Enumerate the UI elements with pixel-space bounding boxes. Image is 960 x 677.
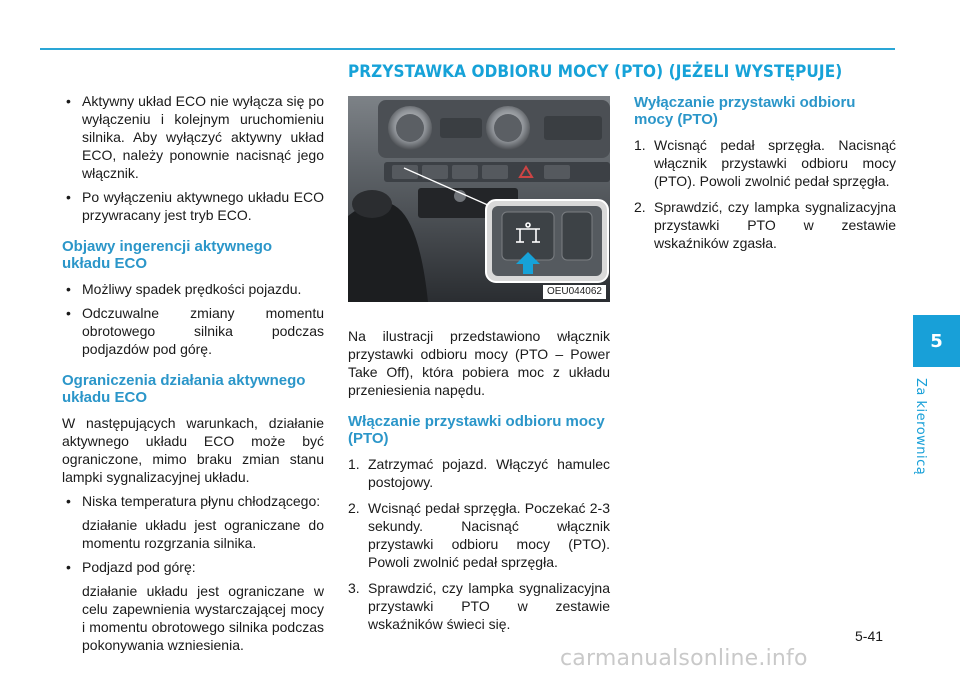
pto-disable-steps (634, 136, 896, 252)
list-item: • Odczuwalne zmiany momentu obrotowego silnika podczas podjazdów pod górę. (62, 304, 324, 358)
pto-switch-photo (348, 96, 610, 302)
heading-eco-limits: Ograniczenia działania aktywnego układu ECO (62, 372, 306, 406)
heading-pto-disable: Wyłączanie przystawki odbioru mocy (PTO) (634, 94, 856, 128)
list-item: • Możliwy spadek prędkości pojazdu. (62, 280, 324, 298)
figure-code: OEU044062 (543, 285, 606, 299)
list-item: • Niska temperatura płynu chłodzącego: (62, 492, 324, 510)
eco-bullets (62, 92, 324, 224)
list-item: 3. Sprawdzić, czy lampka sygnalizacyjna przystawki PTO w zestawie wskaźników świeci się. (348, 580, 610, 632)
list-item: 1. Zatrzymać pojazd. Włączyć hamulec postojowy. (348, 456, 610, 490)
section-title: PRZYSTAWKA ODBIORU MOCY (PTO) (JEŻELI WYSTĘPUJE) (348, 62, 843, 82)
top-rule (40, 48, 895, 50)
heading-pto-enable: Włączanie przystawki odbioru mocy (PTO) (348, 413, 605, 447)
limits-bullets-2 (62, 558, 324, 576)
dashboard-illustration (348, 96, 610, 302)
pto-intro-paragraph: Na ilustracji przedstawiono włącznik przystawki odbioru mocy (PTO – Power Take Off), która pobiera moc z układu przeniesienia napędu. (348, 328, 610, 398)
list-item: • Po wyłączeniu aktywnego układu ECO przywracany jest tryb ECO. (62, 188, 324, 224)
list-item: 1. Wcisnąć pedał sprzęgła. Nacisnąć włącznik przystawki odbioru mocy (PTO). Powoli zwolnić pedał sprzęgła. (634, 137, 896, 189)
list-item: 2. Wcisnąć pedał sprzęgła. Poczekać 2-3 sekundy. Nacisnąć włącznik przystawki odbioru mocy (PTO). Powoli zwolnić pedał sprzęgła. (348, 500, 610, 570)
heading-eco-symptoms: Objawy ingerencji aktywnego układu ECO (62, 238, 273, 272)
chapter-tab: 5 (913, 315, 960, 367)
middle-column (348, 327, 610, 641)
list-item: • Aktywny układ ECO nie wyłącza się po wyłączeniu i kolejnym uruchomieniu silnika. Aby wyłączyć aktywny układ ECO, należy ponownie nacisnąć jego włącznik. (62, 92, 324, 182)
list-item-detail: działanie układu jest ograniczane w celu zapewnienia wystarczającej mocy i momentu obrotowego silnika podczas pokonywania wzniesienia. (82, 583, 324, 653)
watermark: carmanualsonline.info (560, 646, 808, 671)
right-column (634, 92, 896, 260)
left-column (62, 92, 324, 660)
list-item: • Podjazd pod górę: (62, 558, 324, 576)
pto-enable-steps (348, 455, 610, 633)
limits-bullets (62, 492, 324, 510)
list-item-detail: działanie układu jest ograniczane do momentu rozgrzania silnika. (82, 517, 324, 551)
page-number: 5-41 (855, 628, 884, 644)
limits-paragraph: W następujących warunkach, działanie aktywnego układu ECO może być ograniczone, mimo braku zmian stanu lampki sygnalizacyjnej układu. (62, 415, 324, 485)
list-item: 2. Sprawdzić, czy lampka sygnalizacyjna przystawki PTO w zestawie wskaźników zgasła. (634, 199, 896, 251)
symptom-bullets (62, 280, 324, 358)
